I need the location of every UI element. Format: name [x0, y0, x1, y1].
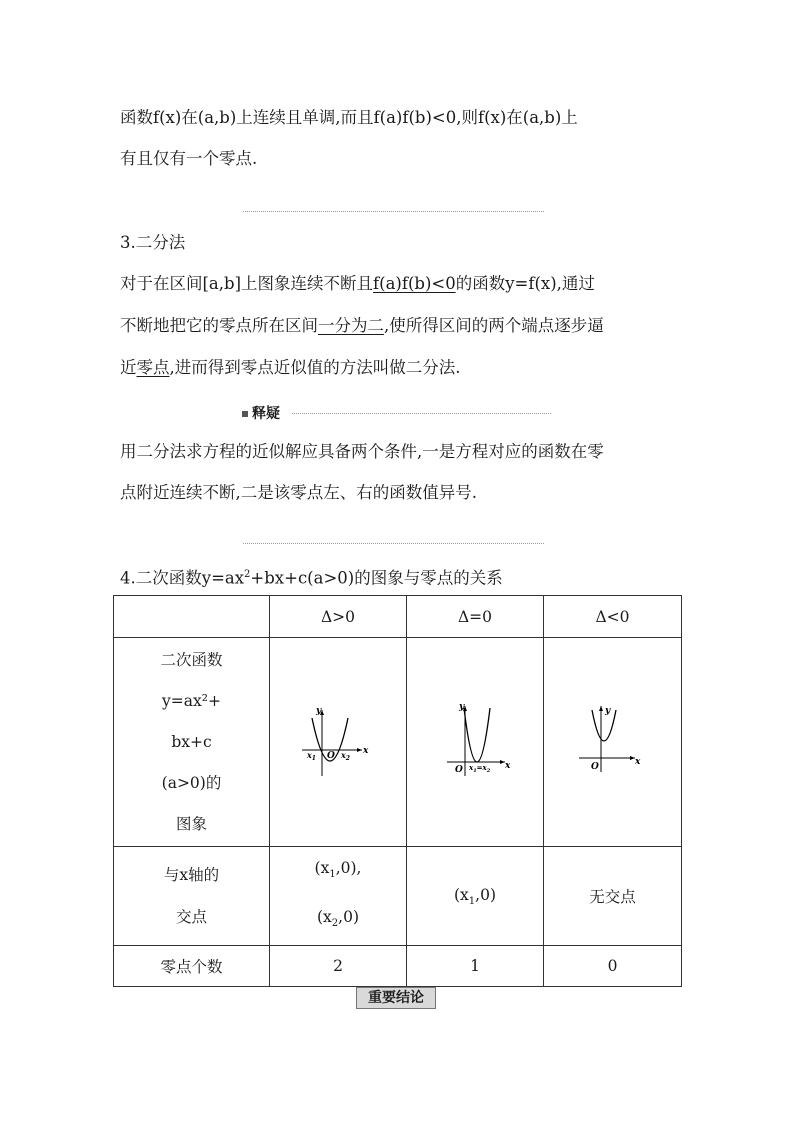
- underlined-term: f(a)f(b)<0: [373, 274, 456, 293]
- paragraph-line: 近零点,进而得到零点近似值的方法叫做二分法.: [120, 358, 461, 377]
- svg-text:x1=x2: $x_1=x_2$: [469, 763, 491, 774]
- svg-text:y: y: [459, 702, 465, 712]
- table-row: [114, 638, 682, 847]
- svg-text:x1: $x_1$: [307, 750, 316, 762]
- parabola-two-roots-graph: [298, 700, 378, 780]
- paragraph-line: 点附近连续不断,二是该零点左、右的函数值异号.: [120, 483, 477, 502]
- underlined-term: 零点: [136, 358, 170, 377]
- square-bullet-icon: [242, 411, 248, 417]
- table-header-cell: Δ<0: [544, 596, 682, 638]
- svg-text:O: O: [455, 765, 463, 775]
- svg-text:x: x: [634, 757, 640, 767]
- zero-relation-table: [113, 595, 682, 987]
- dotted-divider: [243, 211, 544, 212]
- graph-cell: [407, 638, 544, 847]
- table-corner-cell: [114, 596, 270, 638]
- paragraph-line: 不断地把它的零点所在区间一分为二,使所得区间的两个端点逐步逼: [120, 316, 604, 335]
- svg-text:x2: $x_2$: [341, 750, 350, 762]
- svg-text:y: y: [316, 706, 322, 716]
- dotted-divider: [243, 543, 544, 544]
- intersection-cell: 无交点: [544, 847, 682, 946]
- paragraph-line: 有且仅有一个零点.: [120, 149, 258, 168]
- svg-text:y: y: [604, 706, 610, 716]
- zero-count-cell: 1: [407, 946, 544, 987]
- paragraph-line: 对于在区间[a,b]上图象连续不断且f(a)f(b)<0的函数y=f(x),通过: [120, 274, 595, 293]
- section-heading: 4.二次函数$y=ax^2+bx+c(a>0)$的图象与零点的关系: [120, 568, 503, 588]
- parabola-no-root-graph: [573, 700, 653, 780]
- row-label-cell: 二次函数 y=ax²+ bx+c (a>0)的 图象: [114, 638, 270, 847]
- underlined-term: 一分为二: [318, 316, 384, 335]
- graph-cell: [270, 638, 407, 847]
- intersection-cell: $(x_1,0)$: [407, 847, 544, 946]
- paragraph-line: 用二分法求方程的近似解应具备两个条件,一是方程对应的函数在零: [120, 442, 604, 461]
- svg-text:O: O: [327, 751, 335, 761]
- table-row: [114, 946, 682, 987]
- parabola-one-root-graph: [435, 700, 515, 780]
- row-label-cell: 零点个数: [114, 946, 270, 987]
- table-row: [114, 847, 682, 946]
- graph-cell: [544, 638, 682, 847]
- row-label-cell: 与x轴的 交点: [114, 847, 270, 946]
- svg-text:x: x: [505, 761, 511, 771]
- intersection-cell: $(x_1,0)$, $(x_2,0)$: [270, 847, 407, 946]
- zero-count-cell: 0: [544, 946, 682, 987]
- zero-count-cell: 2: [270, 946, 407, 987]
- paragraph-line: 函数f(x)在(a,b)上连续且单调,而且f(a)f(b)<0,则f(x)在(a,b)上: [120, 108, 578, 127]
- table-header-row: [114, 596, 682, 638]
- note-heading: 释疑: [242, 403, 280, 423]
- section-heading: 3.二分法: [120, 233, 186, 252]
- svg-text:O: O: [590, 762, 599, 772]
- svg-text:x: x: [363, 746, 369, 756]
- table-header-cell: Δ>0: [270, 596, 407, 638]
- dotted-divider: [292, 413, 551, 414]
- section-badge: 重要结论: [356, 987, 436, 1009]
- table-header-cell: Δ=0: [407, 596, 544, 638]
